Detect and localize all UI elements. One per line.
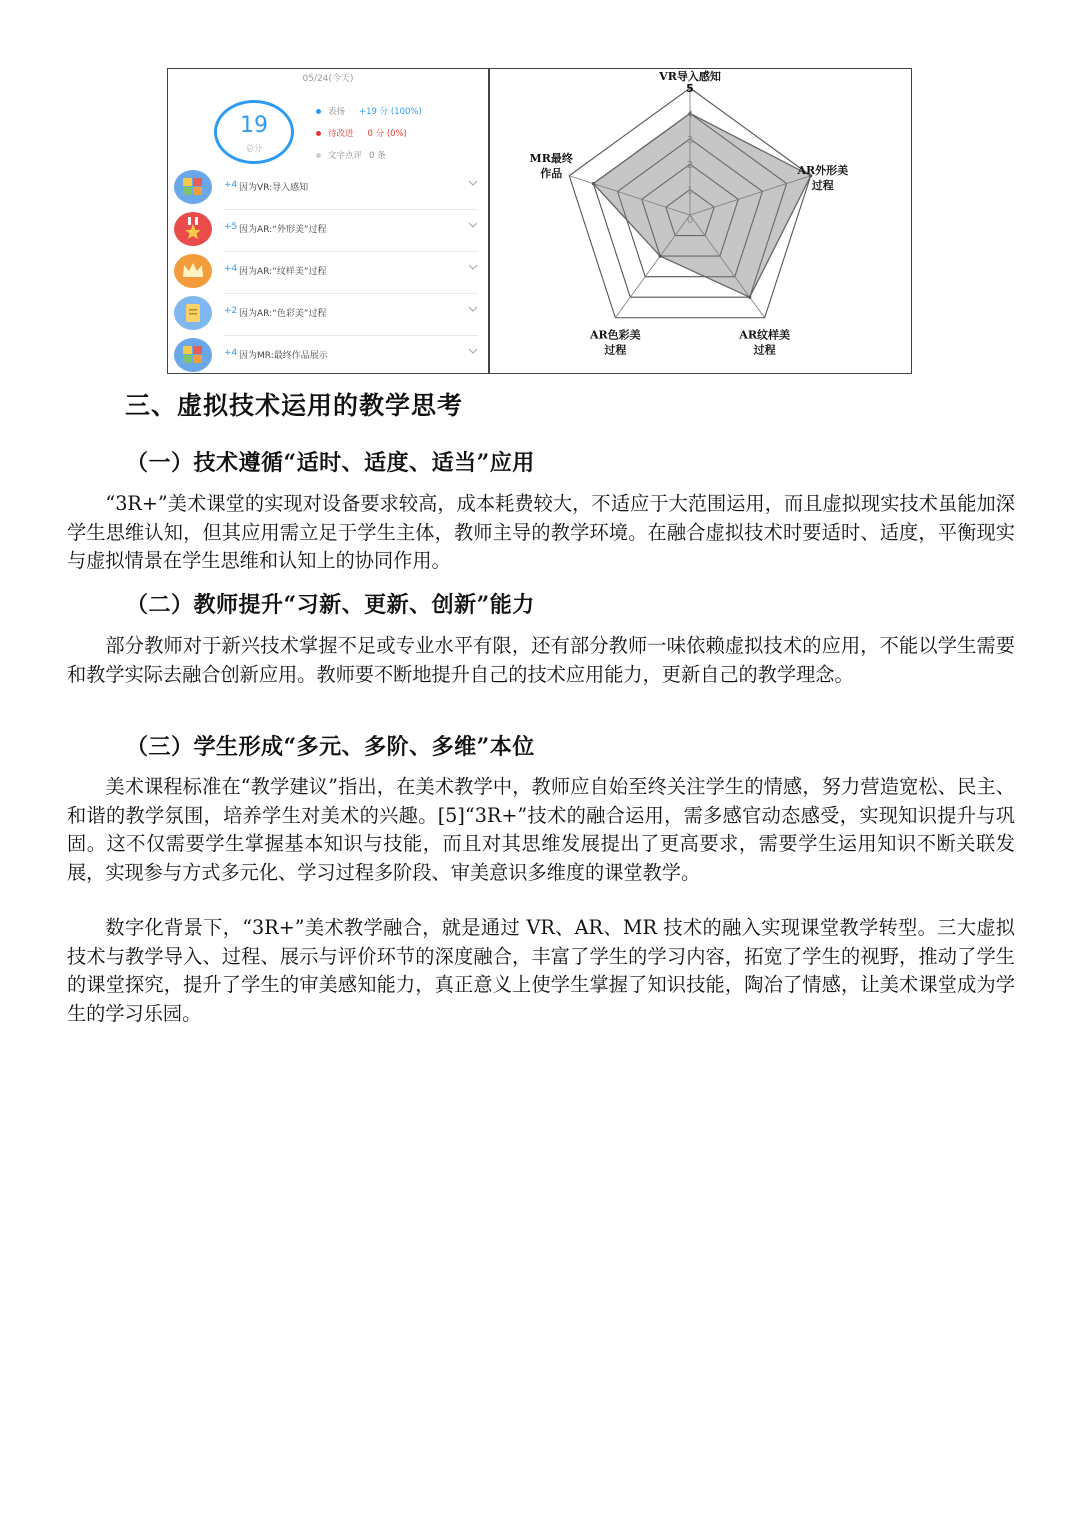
chevron-down-icon[interactable] [468, 262, 478, 272]
subsection-title-1: （一）技术遵循“适时、适度、适当”应用 [126, 450, 535, 476]
data-point [659, 254, 662, 257]
puzzle-icon [174, 338, 212, 372]
list-item[interactable]: +2 因为AR:“色彩美”过程 [168, 294, 488, 336]
total-score-label: 总分 [246, 144, 262, 153]
chevron-down-icon[interactable] [468, 220, 478, 230]
axis-label: 过程 [753, 343, 776, 357]
crown-icon [174, 254, 212, 288]
axis-label: AR外形美 [797, 163, 849, 177]
paragraph-1: “3R+”美术课堂的实现对设备要求较高，成本耗费较大，不适应于大范围运用，而且虚拟现实技术虽能加深学生思维认知，但其应用需立足于学生主体，教师主导的教学环境。在融合虚拟技术时要适时、适度，平衡现实与虚拟情景在学生思维和认知上的协同作用。 [67, 492, 1015, 572]
chevron-down-icon[interactable] [468, 304, 478, 314]
axis-label: AR色彩美 [590, 328, 641, 342]
chevron-down-icon[interactable] [468, 178, 478, 188]
list-item[interactable]: +4 因为VR:导入感知 [168, 168, 488, 210]
legend-praise: 表扬 +19 分 (100%) [316, 105, 422, 117]
medal-star-icon [174, 212, 212, 246]
improve-dot-icon [316, 131, 321, 136]
data-point [748, 296, 751, 299]
tick-label: 0 [686, 215, 694, 226]
axis-label: 过程 [811, 178, 834, 192]
puzzle-icon [174, 170, 212, 204]
axis-label: MR最终 [529, 151, 573, 165]
subsection-title-2: （二）教师提升“习新、更新、创新”能力 [126, 592, 535, 618]
paragraph-3: 美术课程标准在“教学建议”指出，在美术教学中，教师应自始至终关注学生的情感，努力营造宽松、民主、和谐的教学氛围，培养学生对美术的兴趣。[5]“3R+”技术的融合运用，需多感官动态感受，实现知识提升与巩固。这不仅需要学生掌握基本知识与技能，而且对其思维发展提出了更高要求，需要学生运用知识不断关联发展，实现参与方式多元化、学习过程多阶段、审美意识多维度的课堂教学。 [67, 775, 1015, 884]
praise-dot-icon [316, 109, 321, 114]
score-app-screenshot [168, 69, 488, 373]
data-point [592, 182, 595, 185]
axis-label: 作品 [540, 166, 563, 180]
paragraph-2: 部分教师对于新兴技术掌握不足或专业水平有限，还有部分教师一味依赖虚拟技术的应用，不能以学生需要和教学实际去融合创新应用。教师要不断地提升自己的技术应用能力，更新自己的教学理念。 [67, 634, 1015, 686]
axis-label: 过程 [604, 343, 627, 357]
tick-label: 4 [686, 109, 694, 121]
axis-label: VR导入感知 [659, 70, 721, 83]
figure [167, 68, 912, 374]
tick-label: 2 [686, 160, 694, 172]
axis-label: AR纹样美 [739, 328, 790, 342]
legend-comment: 文字点评 0 条 [316, 149, 386, 161]
date-label: 05/24(今天) [302, 74, 354, 84]
list-item[interactable]: +4 因为AR:“纹样美”过程 [168, 252, 488, 294]
list-item[interactable]: +4 因为MR:最终作品展示 [168, 336, 488, 378]
total-score: 19 [240, 113, 268, 138]
tick-label: 1 [686, 185, 694, 197]
list-item[interactable]: +5 因为AR:“外形美”过程 [168, 210, 488, 252]
tick-label: 3 [686, 134, 694, 146]
legend-improve: 待改进 0 分 (0%) [316, 127, 407, 139]
comment-dot-icon [316, 153, 321, 158]
subsection-title-3: （三）学生形成“多元、多阶、多维”本位 [126, 734, 535, 760]
chevron-down-icon[interactable] [468, 346, 478, 356]
section-title: 三、虚拟技术运用的教学思考 [125, 391, 464, 420]
paragraph-4: 数字化背景下，“3R+”美术教学融合，就是通过 VR、AR、MR 技术的融入实现课堂教学转型。三大虚拟技术与教学导入、过程、展示与评价环节的深度融合，丰富了学生的学习内容，拓宽了学生的视野，推动了学生的课堂探究，提升了学生的审美感知能力，真正意义上使学生掌握了知识技能，陶冶了情感，让美术课堂成为学生的学习乐园。 [67, 916, 1015, 1025]
note-icon [174, 296, 212, 330]
tick-label: 5 [686, 82, 694, 95]
total-score-ring [214, 100, 294, 164]
data-polygon [593, 113, 810, 297]
radar-chart [490, 69, 910, 372]
